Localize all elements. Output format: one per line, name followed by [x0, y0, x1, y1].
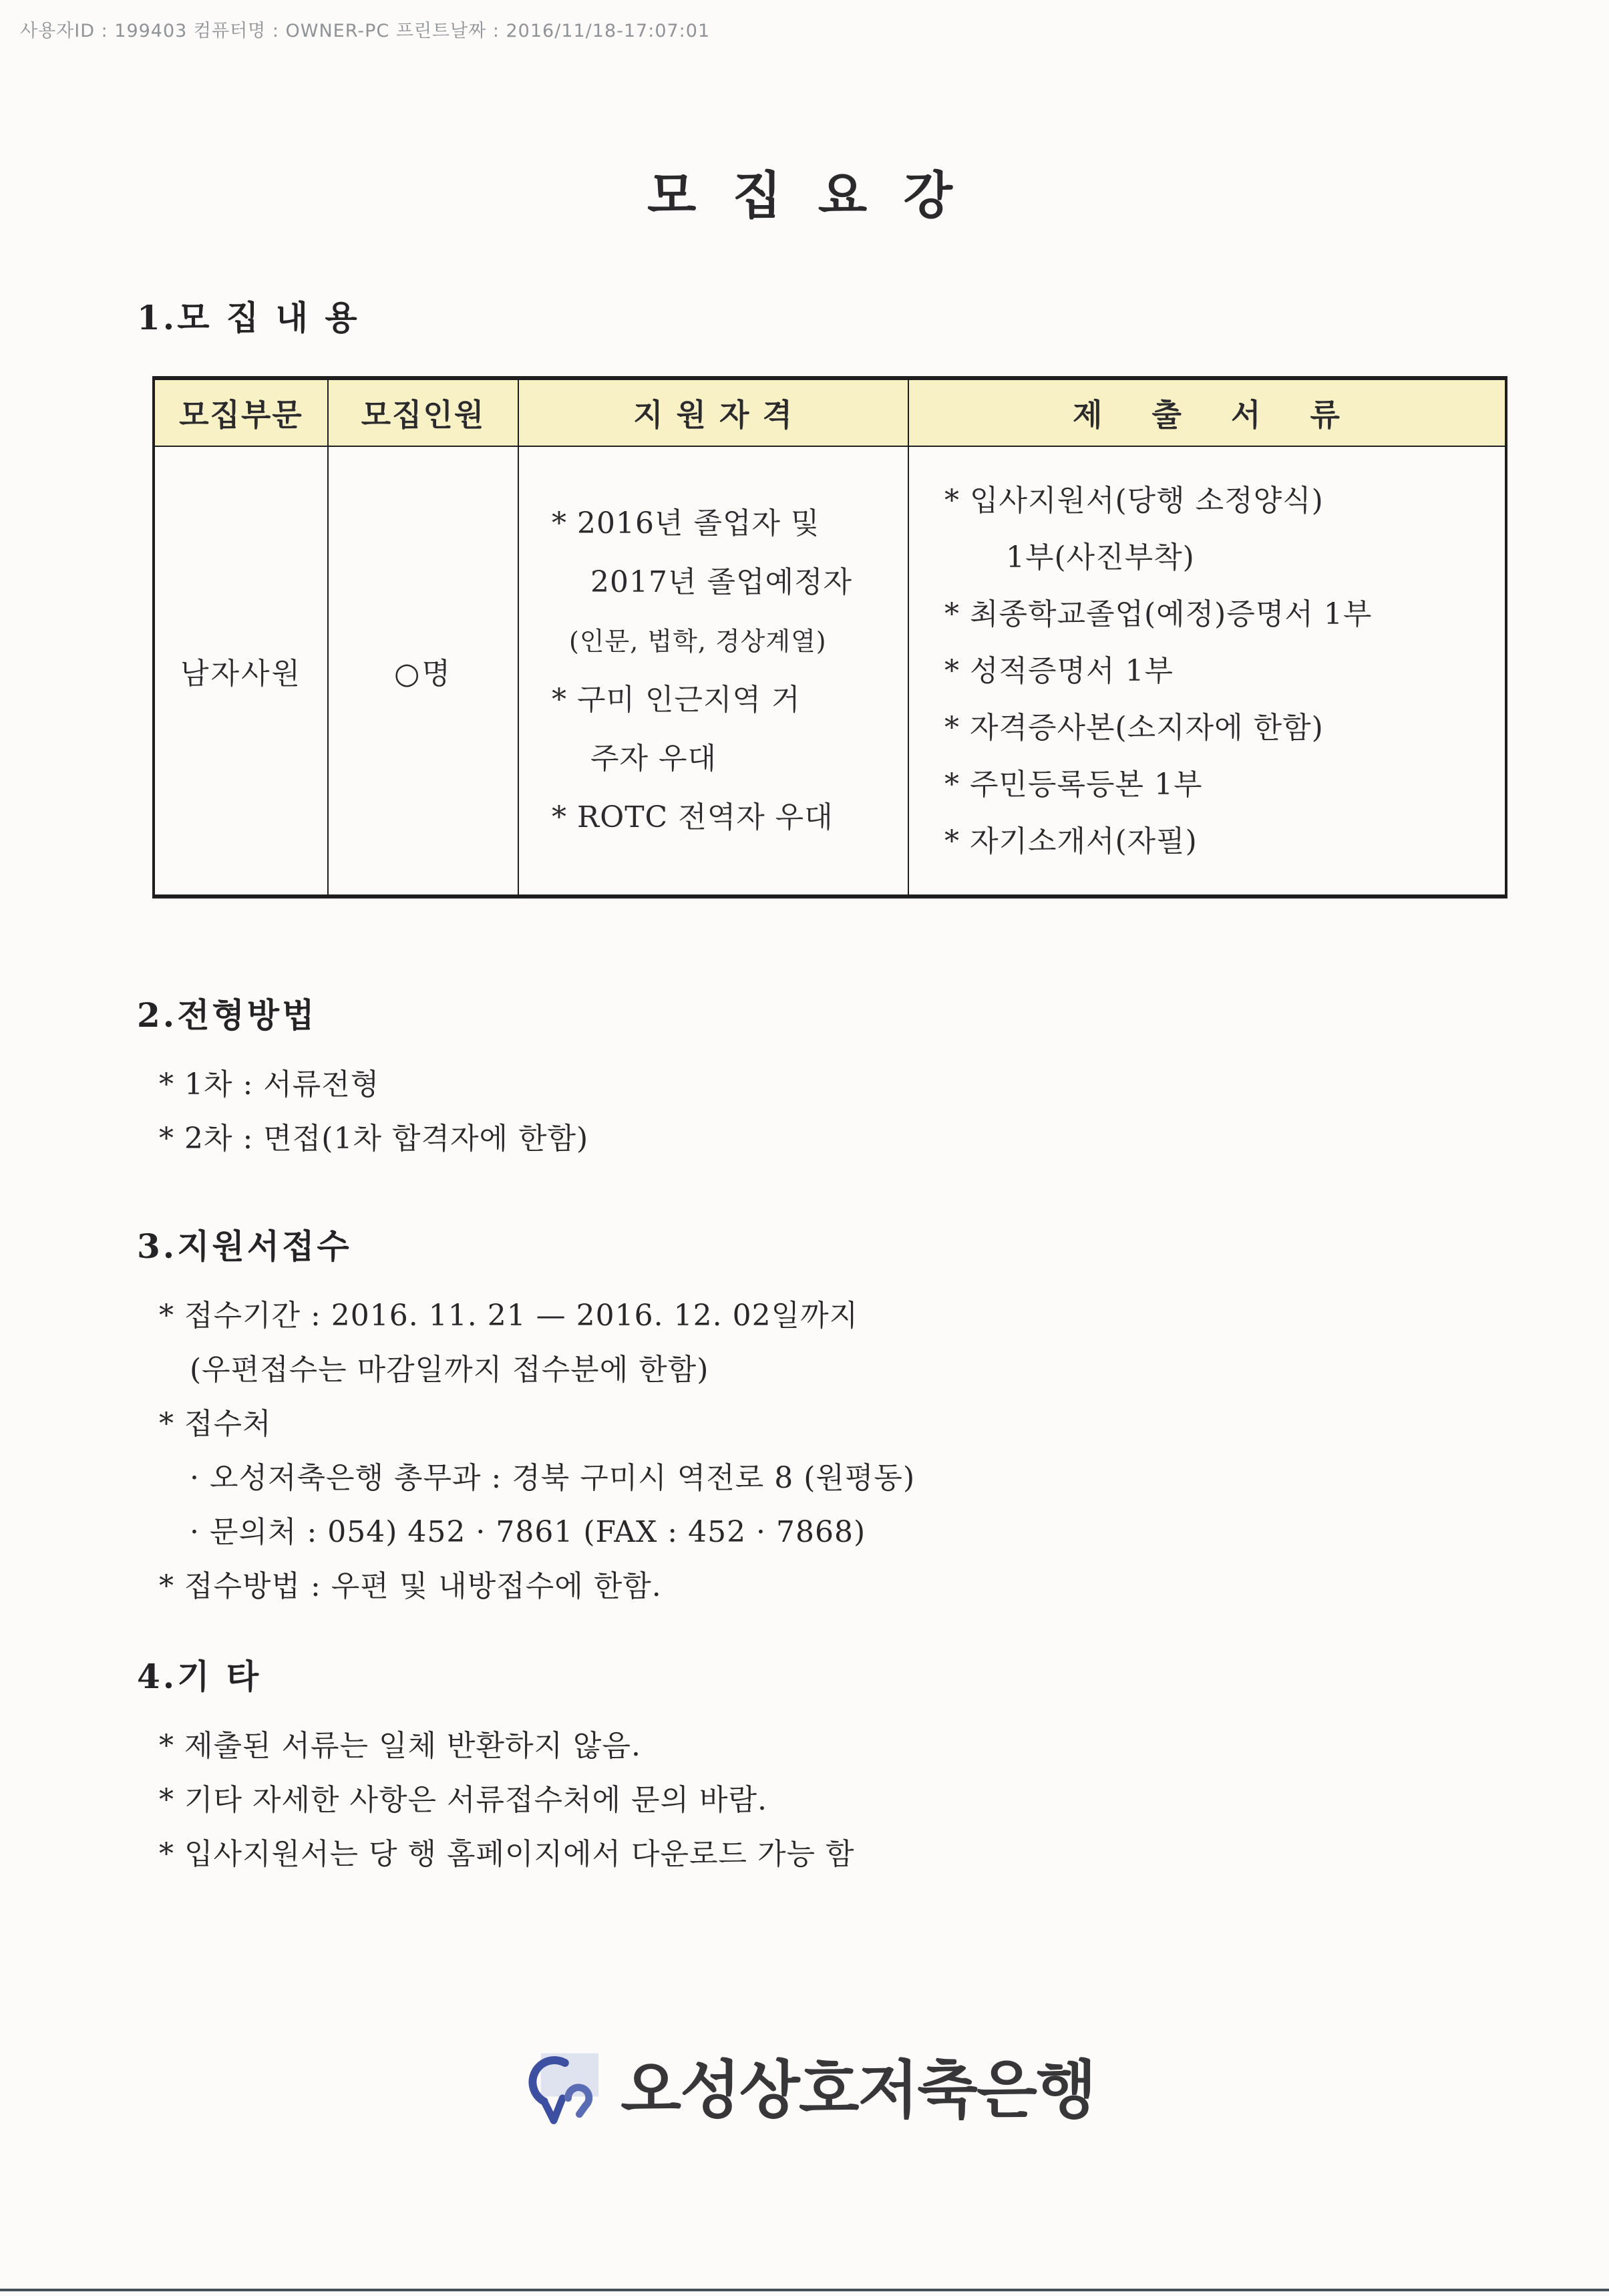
section-3-heading: 3.지원서접수 — [137, 1226, 352, 1266]
qualification-line: (인문, 법학, 경상계열) — [569, 627, 827, 656]
list-item: · 문의처 : 054) 452 · 7861 (FAX : 452 · 7868) — [190, 1515, 866, 1549]
qualification-line: * ROTC 전역자 우대 — [552, 800, 834, 834]
document-line: 1부(사진부착) — [1006, 540, 1195, 575]
list-item: * 2차 : 면접(1차 합격자에 한함) — [159, 1122, 589, 1156]
table-row — [154, 446, 1506, 896]
list-item: * 접수처 — [159, 1407, 272, 1441]
bank-logo-text: 오성상호저축은행 — [620, 2054, 1095, 2127]
qualification-line: * 구미 인근지역 거 — [552, 683, 801, 717]
list-item: * 기타 자세한 사항은 서류접수처에 문의 바람. — [159, 1783, 767, 1817]
scan-edge-artifact — [0, 2289, 1609, 2291]
section-3-list — [159, 1289, 1609, 1613]
qualification-line: * 2016년 졸업자 및 — [552, 506, 820, 540]
cell-documents — [908, 446, 1506, 896]
document-line: * 최종학교졸업(예정)증명서 1부 — [944, 597, 1373, 631]
list-item: * 제출된 서류는 일체 반환하지 않음. — [159, 1729, 641, 1763]
list-item: (우편접수는 마감일까지 접수분에 한함) — [190, 1353, 709, 1387]
section-2-list — [159, 1057, 1609, 1166]
document-line: * 자격증사본(소지자에 한함) — [944, 710, 1324, 745]
table-header-row — [154, 378, 1506, 446]
list-item: · 오성저축은행 총무과 : 경북 구미시 역전로 8 (원평동) — [190, 1461, 916, 1495]
header-cell-category: 모집부문 — [154, 378, 328, 446]
document-line: * 주민등록등본 1부 — [944, 767, 1203, 802]
section-4-list — [159, 1719, 1609, 1881]
section-4-heading: 4.기 타 — [137, 1657, 262, 1696]
document-line: * 자기소개서(자필) — [944, 824, 1198, 858]
qualification-line: 2017년 졸업예정자 — [590, 565, 852, 599]
recruitment-table — [152, 376, 1507, 898]
bank-logo — [0, 2052, 1609, 2130]
list-item: * 접수방법 : 우편 및 내방접수에 한함. — [159, 1569, 662, 1603]
document-line: * 성적증명서 1부 — [944, 653, 1174, 688]
cell-count: ○명 — [328, 446, 518, 896]
list-item: * 접수기간 : 2016. 11. 21 — 2016. 12. 02일까지 — [159, 1299, 859, 1333]
header-cell-qualifications: 지 원 자 격 — [518, 378, 908, 446]
page-title: 모 집 요 강 — [647, 166, 962, 225]
cell-category: 남자사원 — [154, 446, 328, 896]
list-item: * 1차 : 서류전형 — [159, 1068, 380, 1102]
document-line: * 입사지원서(당행 소정양식) — [944, 483, 1324, 518]
qualification-line: 주자 우대 — [590, 742, 717, 776]
list-item: * 입사지원서는 당 행 홈페이지에서 다운로드 가능 함 — [159, 1837, 855, 1871]
section-2-heading: 2.전형방법 — [137, 995, 317, 1035]
print-meta-header: 사용자ID : 199403 컴퓨터명 : OWNER-PC 프린트날짜 : 2016/11/18-17:07:01 — [20, 21, 711, 41]
header-cell-documents: 제 출 서 류 — [908, 378, 1506, 446]
header-cell-count: 모집인원 — [328, 378, 518, 446]
section-1-heading: 1.모 집 내 용 — [137, 298, 360, 337]
bank-logo-icon — [514, 2052, 602, 2130]
cell-qualifications — [518, 446, 908, 896]
